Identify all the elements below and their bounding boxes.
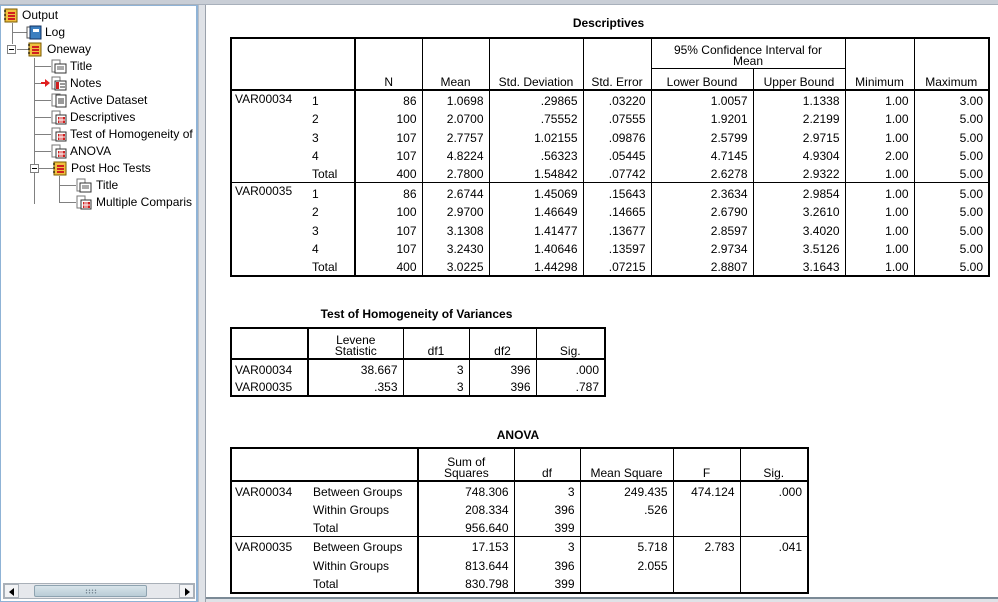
empty-cell (231, 220, 309, 239)
row-label: 4 (312, 149, 319, 164)
empty-cell (231, 574, 310, 593)
cell: 2.055 (580, 555, 673, 574)
empty-cell (231, 146, 309, 165)
cell (740, 574, 808, 593)
empty-cell (231, 109, 309, 128)
cell: 2.0700 (422, 109, 489, 128)
tree-line (59, 202, 76, 203)
cell: 2.6744 (422, 183, 489, 202)
table-row (231, 109, 989, 128)
table-row (231, 183, 989, 202)
notes-icon (51, 76, 67, 91)
table-row (231, 574, 808, 593)
tree-label: Multiple Comparis (96, 195, 193, 209)
cell: 3.2430 (422, 239, 489, 258)
cell: 1.46649 (489, 202, 583, 221)
tree-label: Test of Homogeneity of (70, 127, 193, 141)
corner-cell (231, 38, 355, 90)
cell: 5.00 (914, 220, 989, 239)
cell: 3.1643 (753, 257, 845, 276)
cell: 5.00 (914, 109, 989, 128)
cell: 1.40646 (489, 239, 583, 258)
cell: 4.9304 (753, 146, 845, 165)
table-row (231, 378, 605, 397)
cell: 107 (355, 239, 422, 258)
cell: 3.0225 (422, 257, 489, 276)
table-row (231, 164, 989, 183)
cell: 1.45069 (489, 183, 583, 202)
cell: 1.00 (845, 220, 914, 239)
tree-label: Output (22, 8, 59, 22)
tree-label: ANOVA (70, 144, 112, 158)
cell: 396 (514, 555, 580, 574)
scroll-thumb[interactable] (34, 585, 147, 597)
cell: 100 (355, 109, 422, 128)
cell: 4.7145 (651, 146, 753, 165)
cell: .13677 (583, 220, 651, 239)
cell: 86 (355, 183, 422, 202)
cell: .041 (740, 537, 808, 556)
cell: 396 (469, 359, 536, 378)
cell: 1.00 (845, 202, 914, 221)
row-label: VAR00035 (235, 380, 293, 395)
empty-cell (231, 555, 310, 574)
table-row (231, 90, 989, 109)
anova-table[interactable] (230, 447, 809, 594)
cell: 2.9854 (753, 183, 845, 202)
table-icon (76, 195, 92, 210)
cell: 1.1338 (753, 90, 845, 109)
tree-label: Log (45, 25, 66, 39)
cell: .05445 (583, 146, 651, 165)
cell (673, 518, 740, 537)
empty-cell (231, 127, 309, 146)
column-header: df1 (403, 328, 469, 359)
cell: .15643 (583, 183, 651, 202)
cell: 2.5799 (651, 127, 753, 146)
variable-label: VAR00034 (235, 92, 293, 106)
cell: 830.798 (418, 574, 514, 593)
cell: 1.02155 (489, 127, 583, 146)
tree-label: Notes (70, 76, 102, 90)
cell: .29865 (489, 90, 583, 109)
cell: 1.9201 (651, 109, 753, 128)
log-icon (26, 25, 42, 40)
variable-label: VAR00034 (235, 484, 293, 499)
cell: 2.9734 (651, 239, 753, 258)
cell: 3.1308 (422, 220, 489, 239)
cell: 3.5126 (753, 239, 845, 258)
cell: 1.00 (845, 183, 914, 202)
column-header: df2 (469, 328, 536, 359)
cell (740, 500, 808, 519)
cell: 2.6278 (651, 164, 753, 183)
tree-horizontal-scrollbar[interactable] (3, 583, 195, 599)
output-book-icon (27, 42, 43, 57)
cell: 1.0057 (651, 90, 753, 109)
cell: 3 (403, 359, 469, 378)
cell: 1.00 (845, 127, 914, 146)
cell: 2.8597 (651, 220, 753, 239)
cell: 3 (514, 481, 580, 500)
table-row (231, 257, 989, 276)
table-row (231, 500, 808, 519)
cell: 474.124 (673, 481, 740, 500)
column-header: Std. Deviation (489, 38, 583, 90)
table-row (231, 359, 605, 378)
row-label: Total (313, 576, 339, 591)
cell: 5.00 (914, 257, 989, 276)
cell: .526 (580, 500, 673, 519)
tree-line (34, 66, 51, 67)
anova-title: ANOVA (496, 428, 540, 442)
cell (673, 500, 740, 519)
cell: 400 (355, 257, 422, 276)
cell (673, 574, 740, 593)
cell: 3.2610 (753, 202, 845, 221)
cell: 107 (355, 220, 422, 239)
tree-line (34, 58, 35, 204)
tree-label: Active Dataset (70, 93, 148, 107)
cell: 956.640 (418, 518, 514, 537)
row-label: 3 (312, 130, 319, 145)
cell: 38.667 (308, 359, 403, 378)
table-row (231, 146, 989, 165)
cell (740, 518, 808, 537)
cell: 1.00 (845, 109, 914, 128)
cell: 208.334 (418, 500, 514, 519)
table-row (231, 555, 808, 574)
cell: .07215 (583, 257, 651, 276)
table-row (231, 202, 989, 221)
cell: 17.153 (418, 537, 514, 556)
cell (673, 555, 740, 574)
column-header: Sig. (740, 448, 808, 481)
scroll-left-button[interactable] (4, 584, 19, 598)
row-label: Total (310, 518, 418, 537)
tree-line (12, 23, 13, 32)
table-icon (51, 127, 67, 142)
cell: .75552 (489, 109, 583, 128)
cell: .000 (536, 359, 605, 378)
output-book-icon (3, 8, 19, 23)
empty-cell (231, 239, 309, 258)
row-label: Between Groups (313, 484, 403, 499)
cell: 2.7800 (422, 164, 489, 183)
cell: 107 (355, 146, 422, 165)
cell: .03220 (583, 90, 651, 109)
cell: .07555 (583, 109, 651, 128)
collapse-posthoc-toggle[interactable] (30, 164, 39, 173)
cell: 399 (514, 518, 580, 537)
cell: 2.783 (673, 537, 740, 556)
column-header: N (355, 38, 422, 90)
title-icon (51, 59, 67, 74)
cell: 5.00 (914, 164, 989, 183)
cell: 2.9715 (753, 127, 845, 146)
ci-group-header: 95% Confidence Interval for Mean (651, 38, 845, 68)
tree-line (12, 32, 13, 44)
corner-cell (231, 328, 308, 359)
cell: 5.718 (580, 537, 673, 556)
column-header: Mean Square (580, 448, 673, 481)
cell: 2.9700 (422, 202, 489, 221)
cell: 2.7757 (422, 127, 489, 146)
row-label: 3 (312, 223, 319, 238)
cell: 3.4020 (753, 220, 845, 239)
tree-line (59, 176, 60, 203)
cell: 813.644 (418, 555, 514, 574)
tree-line (39, 168, 53, 169)
row-label: 1 (312, 93, 319, 108)
corner-cell (231, 448, 418, 481)
cell: 107 (355, 127, 422, 146)
title-icon (76, 178, 92, 193)
tree-label: Oneway (47, 42, 92, 56)
cell: 1.00 (845, 90, 914, 109)
cell: 2.3634 (651, 183, 753, 202)
empty-cell (231, 500, 310, 519)
outline-tree-pane[interactable] (0, 5, 198, 602)
column-header: Sum of Squares (418, 448, 514, 481)
tree-label: Title (70, 59, 93, 73)
cell: .13597 (583, 239, 651, 258)
collapse-oneway-toggle[interactable] (7, 45, 16, 54)
cell: 100 (355, 202, 422, 221)
cell: 2.00 (845, 146, 914, 165)
tree-line (59, 185, 76, 186)
row-label: Within Groups (313, 558, 390, 573)
row-label: VAR00034 (235, 362, 293, 377)
cell (740, 555, 808, 574)
homogeneity-title: Test of Homogeneity of Variances (320, 307, 513, 321)
cell: 399 (514, 574, 580, 593)
table-row (231, 239, 989, 258)
cell: 249.435 (580, 481, 673, 500)
column-header: Levene Statistic (308, 328, 403, 359)
table-icon (51, 144, 67, 159)
row-label: Within Groups (313, 503, 390, 518)
cell: 3.00 (914, 90, 989, 109)
table-icon (51, 110, 67, 125)
tree-label: Post Hoc Tests (71, 161, 151, 175)
tree-line (34, 134, 51, 135)
cell: 5.00 (914, 146, 989, 165)
empty-cell (231, 518, 310, 537)
row-label: 2 (312, 205, 319, 220)
cell: 86 (355, 90, 422, 109)
cell (580, 574, 673, 593)
cell: 2.6790 (651, 202, 753, 221)
window-bottom-edge (206, 597, 998, 602)
homogeneity-table[interactable] (230, 327, 606, 397)
row-label: Total (312, 259, 338, 274)
table-row (231, 127, 989, 146)
column-header: Mean (422, 38, 489, 90)
tree-label: Descriptives (70, 110, 136, 124)
pane-splitter[interactable] (198, 5, 206, 602)
table-row (231, 481, 808, 500)
tree-line (34, 100, 51, 101)
cell: 396 (469, 378, 536, 397)
cell: 1.54842 (489, 164, 583, 183)
text-page-icon (51, 93, 67, 108)
cell: .353 (308, 378, 403, 397)
cell: .000 (740, 481, 808, 500)
cell: 4.8224 (422, 146, 489, 165)
cell: .07742 (583, 164, 651, 183)
descriptives-table[interactable] (230, 37, 990, 277)
row-label: 2 (312, 112, 319, 127)
column-header: Std. Error (583, 38, 651, 90)
cell: 5.00 (914, 202, 989, 221)
cell: 1.41477 (489, 220, 583, 239)
column-header: df (514, 448, 580, 481)
cell: 2.9322 (753, 164, 845, 183)
tree-line (34, 151, 51, 152)
red-arrow-icon (41, 79, 50, 87)
empty-cell (231, 202, 309, 221)
cell: 5.00 (914, 127, 989, 146)
empty-cell (231, 164, 309, 183)
cell: 1.00 (845, 239, 914, 258)
column-header: Sig. (536, 328, 605, 359)
cell: 1.0698 (422, 90, 489, 109)
cell: 396 (514, 500, 580, 519)
output-book-icon (52, 161, 68, 176)
cell: .56323 (489, 146, 583, 165)
table-row (231, 537, 808, 556)
scroll-right-button[interactable] (179, 584, 194, 598)
output-content-pane[interactable] (206, 5, 998, 597)
cell: .787 (536, 378, 605, 397)
cell: 1.00 (845, 164, 914, 183)
cell: 2.8807 (651, 257, 753, 276)
cell: 1.00 (845, 257, 914, 276)
cell: .09876 (583, 127, 651, 146)
row-label: Total (309, 164, 355, 183)
row-label: 1 (312, 186, 319, 201)
cell: 400 (355, 164, 422, 183)
empty-cell (231, 257, 309, 276)
cell: 5.00 (914, 239, 989, 258)
tree-label: Title (96, 178, 119, 192)
tree-line (34, 117, 51, 118)
cell: 5.00 (914, 183, 989, 202)
column-header: F (673, 448, 740, 481)
variable-label: VAR00035 (235, 540, 293, 555)
cell: 748.306 (418, 481, 514, 500)
column-header: Minimum (845, 38, 914, 90)
cell: 3 (514, 537, 580, 556)
table-row (231, 518, 808, 537)
column-header: Lower Bound (651, 68, 753, 90)
row-label: Between Groups (313, 540, 403, 555)
table-row (231, 220, 989, 239)
cell: 3 (403, 378, 469, 397)
variable-label: VAR00035 (235, 184, 293, 199)
row-label: 4 (312, 242, 319, 257)
cell: 2.2199 (753, 109, 845, 128)
cell: 1.44298 (489, 257, 583, 276)
descriptives-title: Descriptives (572, 16, 645, 30)
cell: .14665 (583, 202, 651, 221)
cell (580, 518, 673, 537)
column-header: Maximum (914, 38, 989, 90)
column-header: Upper Bound (753, 68, 845, 90)
